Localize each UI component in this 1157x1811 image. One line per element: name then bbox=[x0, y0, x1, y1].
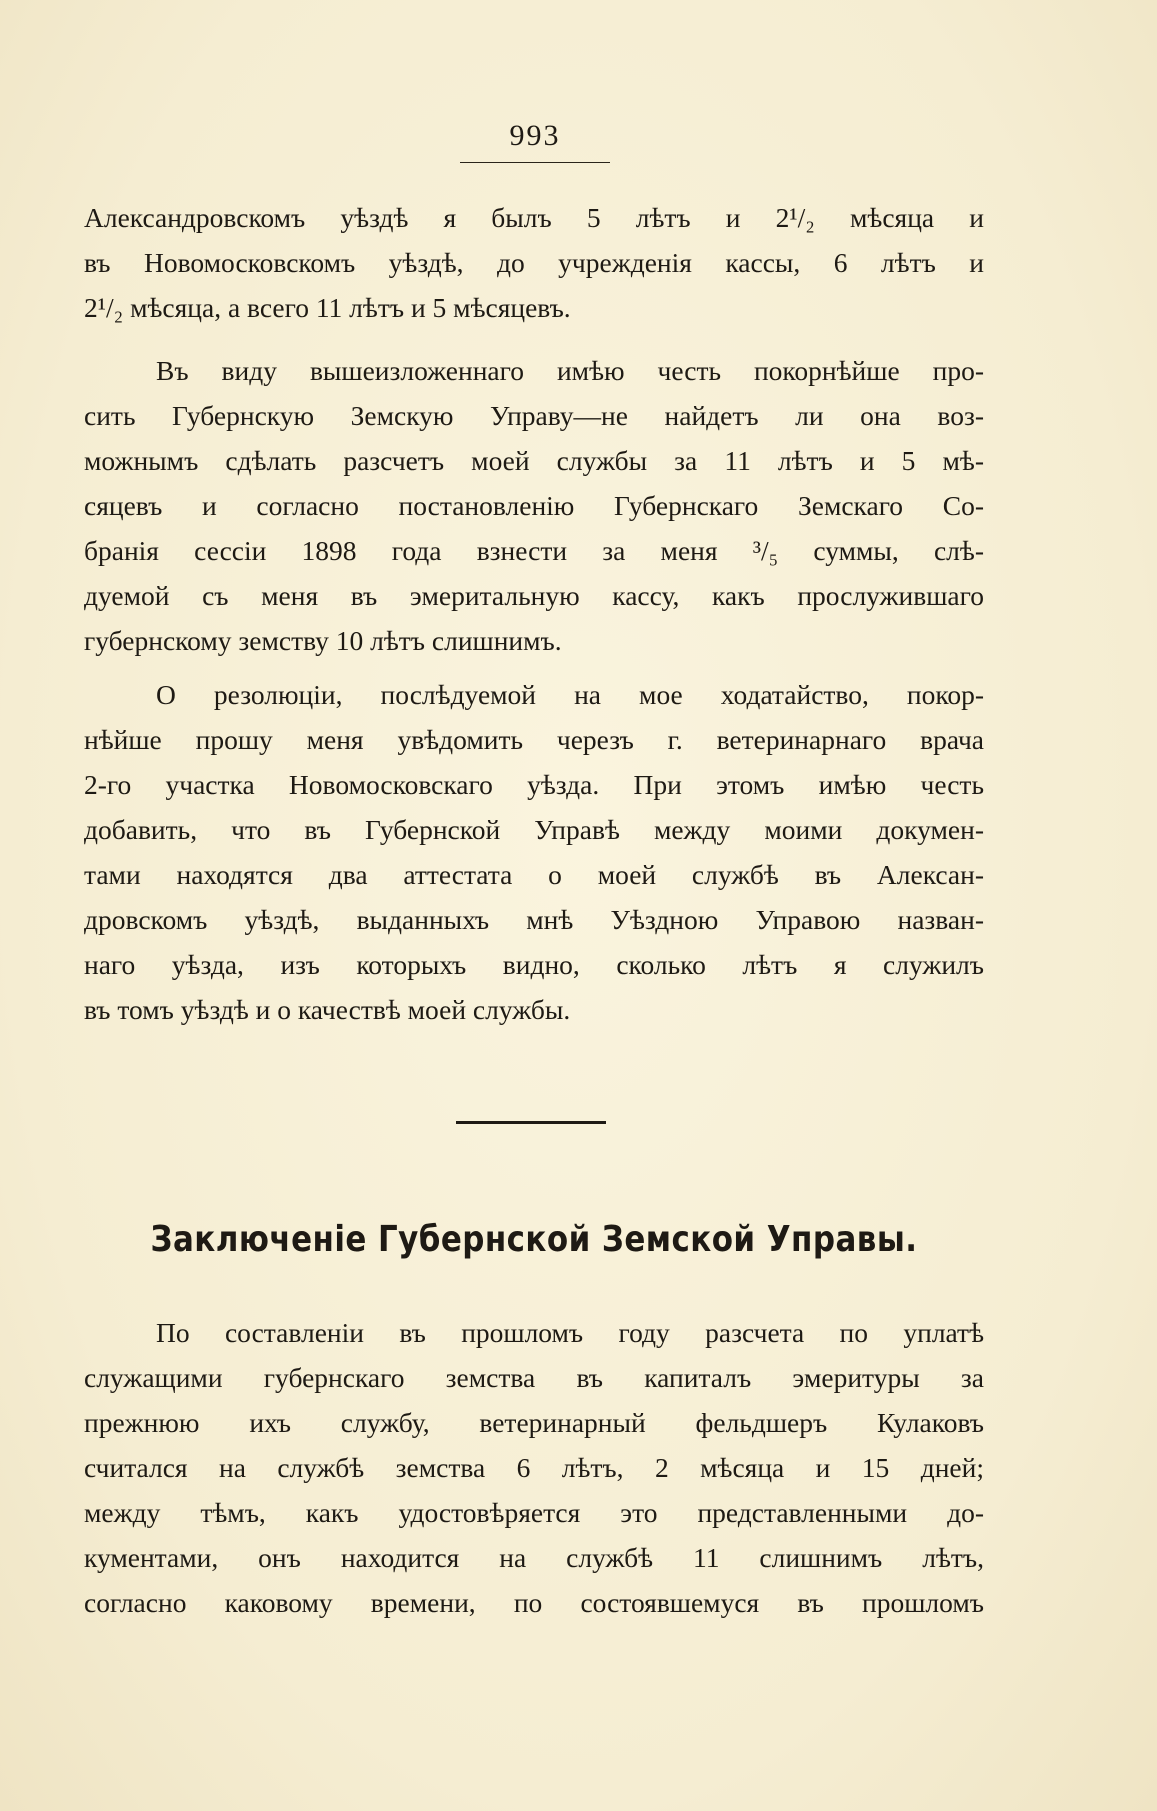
text-line: кументами, онъ находится на службѣ 11 слишнимъ лѣтъ, bbox=[84, 1542, 984, 1573]
paragraph-request bbox=[84, 348, 984, 663]
text-line: Въ виду вышеизложеннаго имѣю честь покорнѣйше про- bbox=[156, 355, 984, 386]
text-line: губернскому земству 10 лѣтъ слишнимъ. bbox=[84, 625, 562, 656]
text-line: дровскомъ уѣздѣ, выданныхъ мнѣ Уѣздною Управою назван- bbox=[84, 904, 984, 935]
text-line: тами находятся два аттестата о моей службѣ въ Алексан- bbox=[84, 859, 984, 890]
section-heading: Заключеніе Губернской Земской Управы. bbox=[150, 1219, 918, 1260]
text-line: 2-го участка Новомосковскаго уѣзда. При этомъ имѣю честь bbox=[84, 769, 984, 800]
text-line: служащими губернскаго земства въ капиталъ эмеритуры за bbox=[84, 1362, 984, 1393]
text-line: прежнюю ихъ службу, ветеринарный фельдшеръ Кулаковъ bbox=[84, 1407, 984, 1438]
text-line: считался на службѣ земства 6 лѣтъ, 2 мѣсяца и 15 дней; bbox=[84, 1452, 984, 1483]
section-divider bbox=[456, 1121, 606, 1124]
paragraph-conclusion bbox=[84, 1310, 984, 1625]
text-line: нѣйше прошу меня увѣдомить черезъ г. ветеринарнаго врача bbox=[84, 724, 984, 755]
text-line: бранія сессіи 1898 года взнести за меня ³/₅ суммы, слѣ- bbox=[84, 535, 984, 566]
text-line: между тѣмъ, какъ удостовѣряется это представленными до- bbox=[84, 1497, 984, 1528]
text-line: сить Губернскую Земскую Управу—не найдетъ ли она воз- bbox=[84, 400, 984, 431]
text-line: сяцевъ и согласно постановленію Губернскаго Земскаго Со- bbox=[84, 490, 984, 521]
text-line: О резолюціи, послѣдуемой на мое ходатайство, покор- bbox=[156, 679, 984, 710]
text-line: По составленіи въ прошломъ году разсчета по уплатѣ bbox=[156, 1317, 984, 1348]
text-line: 2¹/₂ мѣсяца, а всего 11 лѣтъ и 5 мѣсяцевъ. bbox=[84, 292, 571, 323]
text-line: дуемой съ меня въ эмеритальную кассу, какъ прослужившаго bbox=[84, 580, 984, 611]
text-line: въ Новомосковскомъ уѣздѣ, до учрежденія кассы, 6 лѣтъ и bbox=[84, 247, 984, 278]
text-line: добавить, что въ Губернской Управѣ между моими докумен- bbox=[84, 814, 984, 845]
text-line: въ томъ уѣздѣ и о качествѣ моей службы. bbox=[84, 994, 571, 1025]
page-number-rule bbox=[460, 162, 610, 163]
text-line: можнымъ сдѣлать разсчетъ моей службы за 11 лѣтъ и 5 мѣ- bbox=[84, 445, 984, 476]
text-line: Александровскомъ уѣздѣ я былъ 5 лѣтъ и 2¹/₂ мѣсяца и bbox=[84, 202, 984, 233]
text-line: согласно каковому времени, по состоявшемуся въ прошломъ bbox=[84, 1587, 984, 1618]
paragraph-resolution bbox=[84, 672, 984, 1032]
page-number: 993 bbox=[509, 119, 561, 152]
text-line: наго уѣзда, изъ которыхъ видно, сколько лѣтъ я служилъ bbox=[84, 949, 984, 980]
paragraph-continuation bbox=[84, 195, 984, 330]
